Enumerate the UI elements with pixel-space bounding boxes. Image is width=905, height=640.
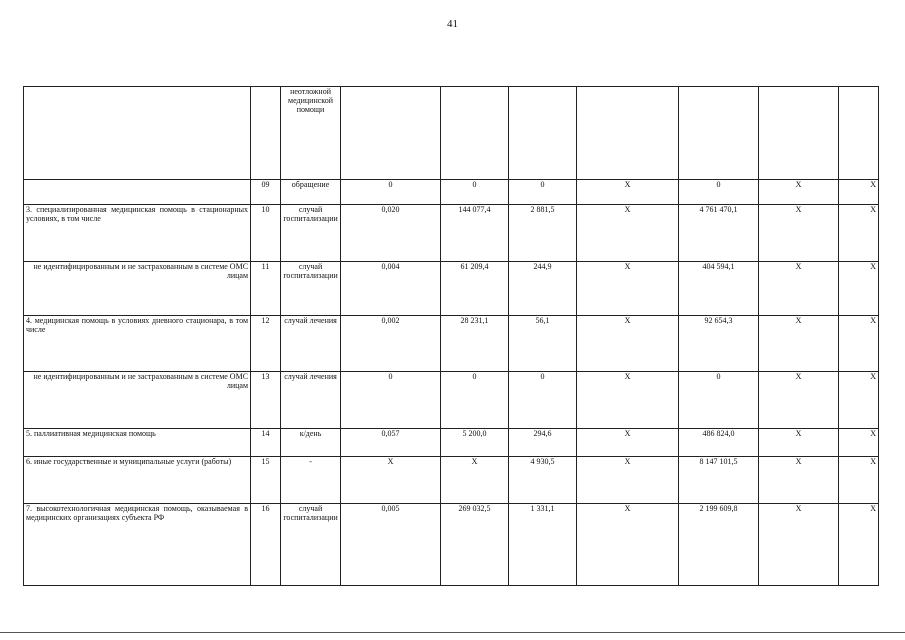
row-code: 11 <box>251 261 281 315</box>
unit-cell: неотложной медицинской помощи <box>281 87 341 180</box>
row-name: не идентифицированным и не застрахованным в системе ОМС лицам <box>24 372 251 429</box>
row-code: 15 <box>251 457 281 503</box>
row-name: 4. медицинская помощь в условиях дневного стационара, в том числе <box>24 315 251 372</box>
value-cell <box>759 87 839 180</box>
value-cell: 0 <box>341 372 441 429</box>
value-cell: Х <box>839 179 879 205</box>
table-row <box>24 261 879 315</box>
value-cell: 0,004 <box>341 261 441 315</box>
unit-cell: - <box>281 457 341 503</box>
value-cell: 144 077,4 <box>441 205 509 262</box>
value-cell: Х <box>759 205 839 262</box>
row-code: 10 <box>251 205 281 262</box>
value-cell: Х <box>577 315 679 372</box>
table-row <box>24 315 879 372</box>
value-cell: Х <box>577 261 679 315</box>
row-name: 6. иные государственные и муниципальные услуги (работы) <box>24 457 251 503</box>
value-cell: 56,1 <box>509 315 577 372</box>
unit-cell: случай лечения <box>281 372 341 429</box>
row-code: 13 <box>251 372 281 429</box>
value-cell <box>577 87 679 180</box>
value-cell: 0,057 <box>341 429 441 457</box>
value-cell: 5 200,0 <box>441 429 509 457</box>
value-cell: Х <box>759 179 839 205</box>
row-name: не идентифицированным и не застрахованным в системе ОМС лицам <box>24 261 251 315</box>
value-cell <box>839 87 879 180</box>
value-cell: 28 231,1 <box>441 315 509 372</box>
value-cell: 0 <box>679 372 759 429</box>
row-name: 3. специализированная медицинская помощь в стационарных условиях, в том числе <box>24 205 251 262</box>
value-cell: Х <box>341 457 441 503</box>
row-code: 12 <box>251 315 281 372</box>
value-cell: Х <box>759 429 839 457</box>
value-cell <box>341 87 441 180</box>
value-cell: 0,005 <box>341 503 441 585</box>
value-cell: Х <box>839 457 879 503</box>
unit-cell: случай госпитализации <box>281 503 341 585</box>
value-cell: 1 331,1 <box>509 503 577 585</box>
value-cell: Х <box>839 429 879 457</box>
unit-cell: случай лечения <box>281 315 341 372</box>
value-cell: 4 930,5 <box>509 457 577 503</box>
row-name <box>24 87 251 180</box>
value-cell: Х <box>577 372 679 429</box>
table-row <box>24 205 879 262</box>
value-cell: 0 <box>341 179 441 205</box>
value-cell: Х <box>577 503 679 585</box>
value-cell: 486 824,0 <box>679 429 759 457</box>
value-cell <box>679 87 759 180</box>
value-cell: Х <box>577 429 679 457</box>
value-cell: 4 761 470,1 <box>679 205 759 262</box>
value-cell: 92 654,3 <box>679 315 759 372</box>
value-cell: 404 594,1 <box>679 261 759 315</box>
value-cell: Х <box>839 503 879 585</box>
value-cell: Х <box>839 372 879 429</box>
table-row <box>24 87 879 180</box>
row-name: 7. высокотехнологичная медицинская помощь, оказываемая в медицинских организациях субъекта РФ <box>24 503 251 585</box>
unit-cell: к/день <box>281 429 341 457</box>
value-cell: Х <box>759 261 839 315</box>
value-cell: Х <box>577 205 679 262</box>
value-cell: 0 <box>441 179 509 205</box>
row-code: 14 <box>251 429 281 457</box>
row-code: 16 <box>251 503 281 585</box>
value-cell: 2 881,5 <box>509 205 577 262</box>
table-row <box>24 372 879 429</box>
value-cell: Х <box>759 457 839 503</box>
row-name: 5. паллиативная медицинская помощь <box>24 429 251 457</box>
budget-table <box>23 86 879 586</box>
value-cell: Х <box>839 205 879 262</box>
table-row <box>24 503 879 585</box>
table-row <box>24 457 879 503</box>
value-cell: Х <box>759 372 839 429</box>
value-cell: 0 <box>441 372 509 429</box>
value-cell: Х <box>759 315 839 372</box>
table-row <box>24 179 879 205</box>
value-cell <box>509 87 577 180</box>
value-cell: 0 <box>509 372 577 429</box>
value-cell: 0,020 <box>341 205 441 262</box>
value-cell: 2 199 609,8 <box>679 503 759 585</box>
value-cell: 61 209,4 <box>441 261 509 315</box>
unit-cell: случай госпитализации <box>281 261 341 315</box>
value-cell: 244,9 <box>509 261 577 315</box>
value-cell: 0 <box>679 179 759 205</box>
value-cell: 294,6 <box>509 429 577 457</box>
value-cell <box>441 87 509 180</box>
value-cell: Х <box>577 457 679 503</box>
value-cell: Х <box>577 179 679 205</box>
value-cell: Х <box>839 315 879 372</box>
value-cell: 0 <box>509 179 577 205</box>
value-cell: Х <box>839 261 879 315</box>
value-cell: Х <box>441 457 509 503</box>
row-code: 09 <box>251 179 281 205</box>
value-cell: 8 147 101,5 <box>679 457 759 503</box>
unit-cell: случай госпитализации <box>281 205 341 262</box>
page-number: 41 <box>447 18 458 30</box>
page-bottom-rule <box>0 632 905 633</box>
table-row <box>24 429 879 457</box>
value-cell: Х <box>759 503 839 585</box>
row-name <box>24 179 251 205</box>
unit-cell: обращение <box>281 179 341 205</box>
row-code <box>251 87 281 180</box>
value-cell: 269 032,5 <box>441 503 509 585</box>
value-cell: 0,002 <box>341 315 441 372</box>
